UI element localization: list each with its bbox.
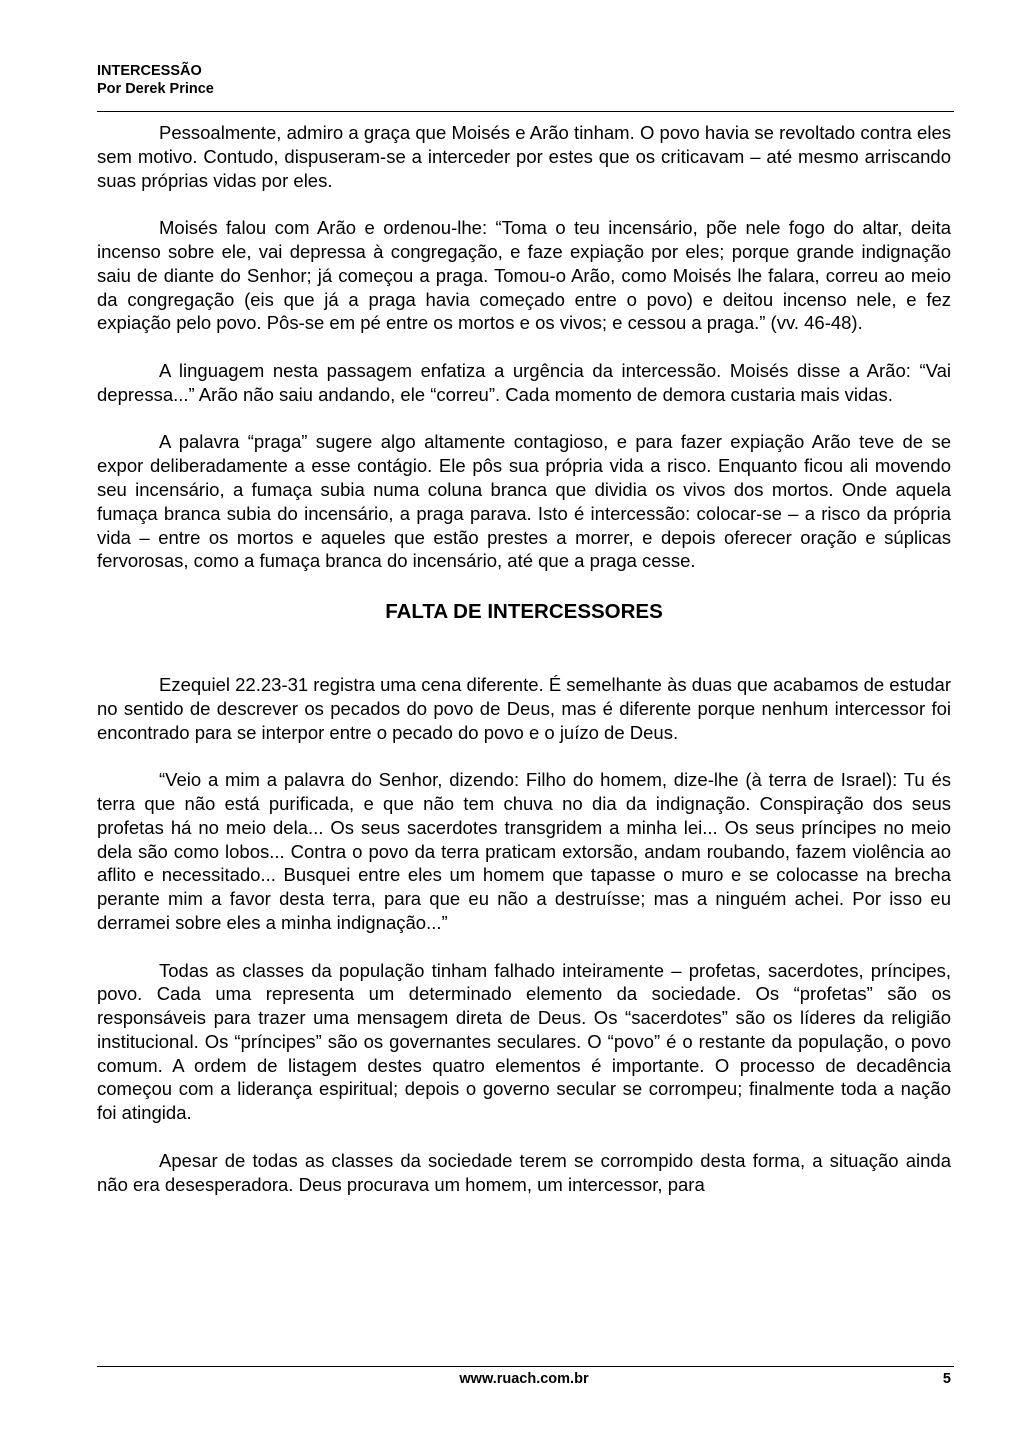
page-body (97, 121, 951, 1220)
paragraph: Todas as classes da população tinham falhado inteiramente – profetas, sacerdotes, príncipes, povo. Cada uma representa um determinado elemento da sociedade. Os “profetas” são os responsáveis para trazer uma mensagem direta de Deus. Os “sacerdotes” são os líderes da religião institucional. Os “príncipes” são os governantes seculares. O “povo” é o restante da população, o povo comum. A ordem de listagem destes quatro elementos é importante. O processo de decadência começou com a liderança espiritual; depois o governo secular se corrompeu; finalmente toda a nação foi atingida. (97, 959, 951, 1124)
paragraph: A palavra “praga” sugere algo altamente contagioso, e para fazer expiação Arão teve de se expor deliberadamente a esse contágio. Ele pôs sua própria vida a risco. Enquanto ficou ali movendo seu incensário, a fumaça subia numa coluna branca que dividia os vivos dos mortos. Onde aquela fumaça branca subia do incensário, a praga parava. Isto é intercessão: colocar-se – a risco da própria vida – entre os mortos e aqueles que estão prestes a morrer, e depois oferecer oração e súplicas fervorosas, como a fumaça branca do incensário, até que a praga cesse. (97, 431, 951, 572)
footer-divider (97, 1366, 954, 1367)
paragraph: Ezequiel 22.23-31 registra uma cena diferente. É semelhante às duas que acabamos de estudar no sentido de descrever os pecados do povo de Deus, mas é diferente porque nenhum intercessor foi encontrado para se interpor entre o pecado do povo e o juízo de Deus. (97, 673, 951, 743)
header-divider (97, 111, 954, 112)
document-title: INTERCESSÃO (97, 63, 202, 79)
page-number: 5 (942, 1371, 951, 1387)
page-header (97, 62, 954, 98)
section-heading: FALTA DE INTERCESSORES (385, 599, 663, 623)
paragraph: Apesar de todas as classes da sociedade terem se corrompido desta forma, a situação ainda não era desesperadora. Deus procurava um homem, um intercessor, para (97, 1149, 951, 1195)
footer-url: www.ruach.com.br (459, 1371, 589, 1387)
page-footer (97, 1370, 951, 1390)
paragraph: A linguagem nesta passagem enfatiza a urgência da intercessão. Moisés disse a Arão: “Vai depressa...” Arão não saiu andando, ele “correu”. Cada momento de demora custaria mais vidas. (97, 359, 951, 405)
paragraph: Moisés falou com Arão e ordenou-lhe: “Toma o teu incensário, põe nele fogo do altar, deita incenso sobre ele, vai depressa à congregação, e faze expiação por eles; porque grande indignação saiu de diante do Senhor; já começou a praga. Tomou-o Arão, como Moisés lhe falara, correu ao meio da congregação (eis que já a praga havia começado entre o povo) e deitou incenso nele, e fez expiação pelo povo. Pôs-se em pé entre os mortos e os vivos; e cessou a praga.” (vv. 46-48). (97, 217, 951, 334)
paragraph: Pessoalmente, admiro a graça que Moisés e Arão tinham. O povo havia se revoltado contra eles sem motivo. Contudo, dispuseram-se a interceder por estes que os criticavam – até mesmo arriscando suas próprias vidas por eles. (97, 122, 951, 191)
paragraph: “Veio a mim a palavra do Senhor, dizendo: Filho do homem, dize-lhe (à terra de Israel): Tu és terra que não está purificada, e que não tem chuva no dia da indignação. Conspiração dos seus profetas há no meio dela... Os seus sacerdotes transgridem a minha lei... Os seus príncipes no meio dela são como lobos... Contra o povo da terra praticam extorsão, andam roubando, fazem violência ao aflito e necessitado... Busquei entre eles um homem que tapasse o muro e se colocasse na brecha perante mim a favor desta terra, para que eu não a destruísse; mas a ninguém achei. Por isso eu derramei sobre eles a minha indignação...” (97, 769, 951, 933)
document-author: Por Derek Prince (97, 81, 214, 97)
